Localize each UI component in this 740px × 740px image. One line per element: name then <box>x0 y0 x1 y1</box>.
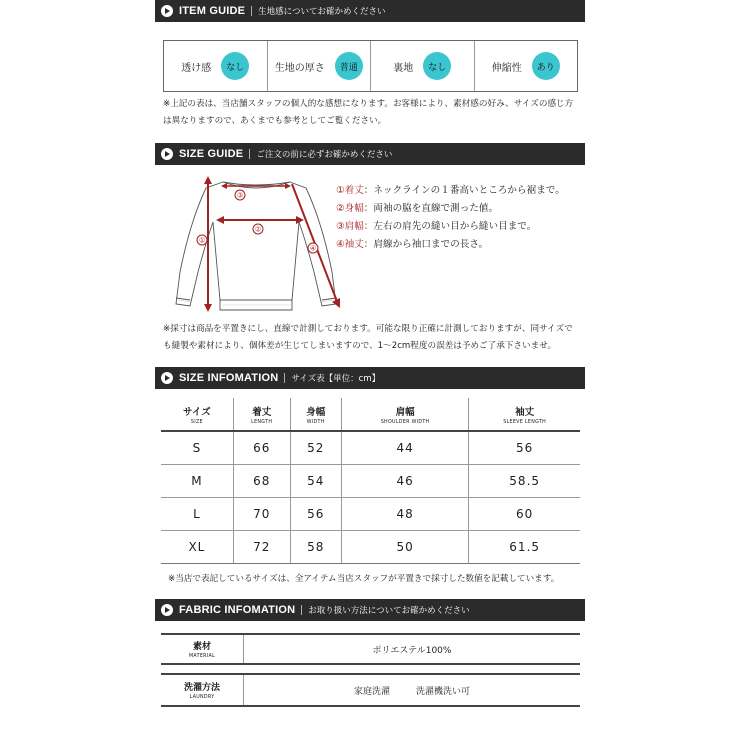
sweater-diagram <box>168 172 348 314</box>
size-info-note: ※当店で表記しているサイズは、全アイテム当店スタッフが平置きで採寸した数値を記載しています。 <box>168 574 560 584</box>
play-icon <box>161 604 173 616</box>
cell: 58.5 <box>469 465 580 498</box>
cell: 54 <box>290 465 341 498</box>
fabric-subtitle: お取り扱い方法についてお確かめください <box>308 606 470 616</box>
guide-value-badge: あり <box>532 52 560 80</box>
legend-item: ④袖丈：肩線から袖口までの長さ。 <box>336 239 489 250</box>
cell: 70 <box>233 498 290 531</box>
measure-lines <box>204 176 340 312</box>
guide-cell-stretch <box>475 41 578 91</box>
cell: 52 <box>290 431 341 465</box>
item-guide-table <box>163 40 578 92</box>
size-info-title: SIZE INFOMATION <box>179 372 279 384</box>
laundry-value: 家庭洗濯 洗濯機洗い可 <box>353 686 471 697</box>
size-info-subtitle: サイズ表【単位：cm】 <box>291 374 381 384</box>
col-size: サイズ SIZE <box>161 398 233 431</box>
cell: 56 <box>469 431 580 465</box>
note-line: は異なりますので、あくまでも参考としてご覧ください。 <box>163 116 387 126</box>
legend-item: ②身幅：両袖の脇を直線で測った値。 <box>336 203 499 214</box>
table-row <box>161 465 580 498</box>
cell: M <box>161 465 233 498</box>
material-value: ポリエステル100% <box>372 645 452 656</box>
guide-value-badge: なし <box>423 52 451 80</box>
guide-cell-lining <box>371 41 475 91</box>
cell: 46 <box>341 465 468 498</box>
cell: 68 <box>233 465 290 498</box>
cell: 48 <box>341 498 468 531</box>
rib-hatching <box>178 300 334 305</box>
table-row <box>161 531 580 564</box>
guide-value-badge: なし <box>221 52 249 80</box>
item-guide-title: ITEM GUIDE <box>179 5 246 17</box>
guide-cell-transparency <box>164 41 268 91</box>
legend-item: ③肩幅：左右の肩先の縫い目から縫い目まで。 <box>336 221 537 232</box>
col-length: 着丈 LENGTH <box>233 398 290 431</box>
divider <box>249 149 250 159</box>
item-guide-note <box>163 96 583 130</box>
guide-label: 透け感 <box>181 62 212 74</box>
cell: S <box>161 431 233 465</box>
cell: 50 <box>341 531 468 564</box>
size-legend <box>336 182 565 254</box>
guide-cell-thickness <box>268 41 372 91</box>
play-icon <box>161 148 173 160</box>
cell: 61.5 <box>469 531 580 564</box>
note-line: ※採寸は商品を平置きにし、直線で計測しております。可能な限り正確に計測しておりますが、同サイズで <box>163 324 573 334</box>
table-row <box>161 431 580 465</box>
marker-4: ④ <box>309 244 317 253</box>
fabric-header <box>155 599 585 621</box>
play-icon <box>161 5 173 17</box>
size-guide-header <box>155 143 585 165</box>
cell: 44 <box>341 431 468 465</box>
cell: 58 <box>290 531 341 564</box>
cell: 66 <box>233 431 290 465</box>
col-width: 身幅 WIDTH <box>290 398 341 431</box>
marker-2: ② <box>254 225 262 234</box>
guide-label: 伸縮性 <box>491 62 522 74</box>
guide-value-badge: 普通 <box>335 52 363 80</box>
laundry-row <box>161 673 580 707</box>
note-line: も縫製や素材により、個体差が生じてしまいますので、1～2cm程度の誤差は予めご了承下さいませ。 <box>163 341 557 351</box>
laundry-label: 洗濯方法 LAUNDRY <box>161 675 244 705</box>
guide-label: 生地の厚さ <box>274 62 325 74</box>
marker-1: ① <box>198 236 206 245</box>
fabric-title: FABRIC INFOMATION <box>179 604 296 616</box>
size-guide-subtitle: ご注文の前に必ずお確かめください <box>256 150 393 160</box>
material-label: 素材 MATERIAL <box>161 635 244 663</box>
divider <box>284 373 285 383</box>
item-guide-subtitle: 生地感についてお確かめください <box>258 7 386 17</box>
table-header-row <box>161 398 580 431</box>
material-row <box>161 633 580 665</box>
size-table <box>161 398 580 564</box>
item-guide-header <box>155 0 585 22</box>
col-sleeve: 袖丈 SLEEVE LENGTH <box>469 398 580 431</box>
legend-item: ①着丈：ネックラインの１番高いところから裾まで。 <box>336 185 565 196</box>
divider <box>251 6 252 16</box>
guide-label: 裏地 <box>393 62 414 74</box>
cell: L <box>161 498 233 531</box>
play-icon <box>161 372 173 384</box>
cell: 56 <box>290 498 341 531</box>
cell: 60 <box>469 498 580 531</box>
size-guide-note <box>163 321 583 355</box>
note-line: ※上記の表は、当店舗スタッフの個人的な感想になります。お客様により、素材感の好み、サイズの感じ方 <box>163 99 574 109</box>
cell: XL <box>161 531 233 564</box>
marker-3: ③ <box>236 191 244 200</box>
size-info-header <box>155 367 585 389</box>
divider <box>301 605 302 615</box>
size-guide-title: SIZE GUIDE <box>179 148 244 160</box>
cell: 72 <box>233 531 290 564</box>
table-row <box>161 498 580 531</box>
col-shoulder: 肩幅 SHOULDER WIDTH <box>341 398 468 431</box>
